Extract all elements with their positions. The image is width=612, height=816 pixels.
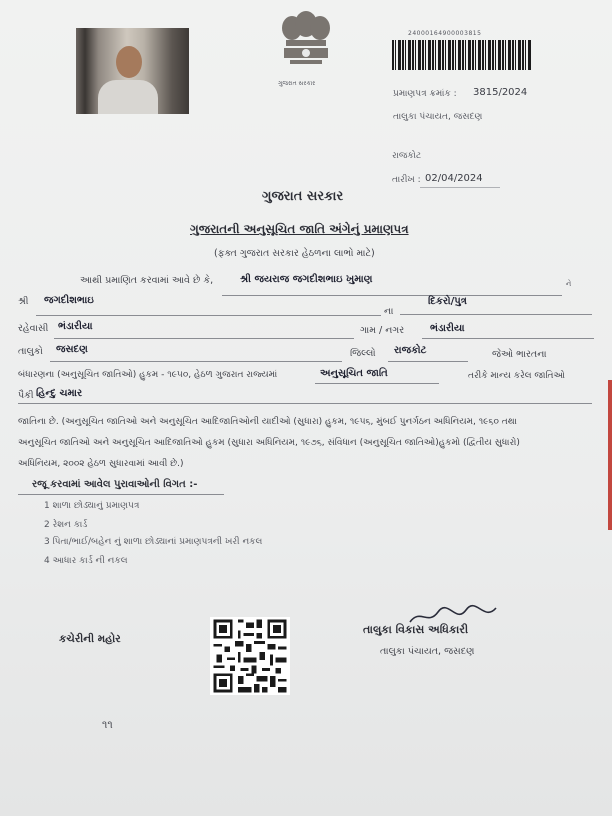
date-label: તારીખ : (392, 175, 421, 185)
certificate-no-label: પ્રમાણપત્ર ક્રમાંક : (393, 89, 457, 99)
certificate-subtitle: (ફક્ત ગુજરાત સરકાર હેઠળના લાભો માટે) (214, 248, 375, 259)
belongs-text: જેઓ ભારતના (492, 349, 547, 360)
resident-value: ભંડારીયા (58, 321, 93, 332)
resident-label: રહેવાસી (18, 323, 49, 334)
documents-heading: રજૂ કરવામાં આવેલ પુરાવાઓની વિગત :- (32, 479, 198, 490)
office-seal-label: કચેરીની મહોર (59, 633, 121, 645)
constitution-text: બંધારણના (અનુસૂચિત જાતિઓ) હુકમ - ૧૯૫૦, હેઠળ ગુજરાત રાજ્યમાં (18, 370, 278, 380)
village-label: ગામ / નગર (360, 325, 405, 336)
taluka-value: જસદણ (56, 344, 88, 355)
legal-paragraph-line-1: જાતિના છે. (અનુસૂચિત જાતિઓ અને અનુસૂચિત આદિજાતિઓની યાદીઓ (સુધારા) હુકમ, ૧૯૫૬, મુંબઈ પુનર્ગઠન અધિનિયમ, ૧૯૬૦ તથા (18, 417, 517, 427)
caste-prefix: પૈકી (18, 390, 34, 401)
government-title: ગુજરાત સરકાર (262, 189, 344, 204)
office-line: તાલુકા પંચાયત, જસદણ (393, 112, 483, 122)
applicant-photo (76, 28, 189, 114)
document-item-1: 1 શાળા છોડ્યાનું પ્રમાણપત્ર (44, 501, 140, 511)
photo-head (116, 46, 142, 78)
emblem-caption: ગુજરાત સરકાર (278, 80, 316, 87)
page-mark: ૧૧ (102, 718, 113, 731)
date-value: 02/04/2024 (425, 173, 483, 184)
person-name: શ્રી જયરાજ જગદીશભાઇ ખુમાણ (240, 274, 373, 285)
document-item-2: 2 રેશન કાર્ડ (44, 520, 88, 530)
caste-name: હિન્દુ ચમાર (36, 388, 83, 399)
legal-paragraph-line-2: અનુસૂચિત જાતિઓ અને અનુસૂચિત આદિજાતિઓ હુકમ (સુધારા અધિનિયમ, ૧૯૭૬, સંવિધાન (અનુસૂચિત જાતિઓ)હુકમો (દ્વિતીય સુધારો) (18, 438, 520, 448)
page-edge-mark (608, 380, 612, 530)
barcode (392, 40, 532, 70)
person-suffix: ને (566, 280, 572, 288)
certificate-no: 3815/2024 (473, 87, 528, 98)
certificate-title: ગુજરાતની અનુસૂચિત જાતિ અંગેનું પ્રમાણપત્ર (190, 222, 409, 236)
na-label: ના (384, 306, 394, 317)
village-value: ભંડારીયા (430, 323, 465, 334)
legal-paragraph-line-3: અધિનિયમ, ૨૦૦૨ હેઠળ સુધારવામાં આવી છે.) (18, 459, 184, 469)
relation: દિકરો/પુત્ર (428, 296, 467, 307)
district-line: રાજકોટ (392, 151, 422, 161)
father-prefix: શ્રી (18, 296, 29, 307)
officer-title: તાલુકા વિકાસ અધિકારી (363, 623, 469, 636)
recognized-text: તરીકે માન્ય કરેલ જાતિઓ (468, 371, 565, 381)
officer-office: તાલુકા પંચાયત, જસદણ (380, 646, 475, 657)
district-label: જિલ્લો (350, 348, 376, 359)
certify-text: આથી પ્રમાણિત કરવામાં આવે છે કે, (80, 275, 214, 286)
father-name: જગદીશભાઇ (44, 295, 94, 306)
taluka-label: તાલુકો (18, 346, 43, 357)
caste-category: અનુસૂચિત જાતિ (320, 368, 388, 379)
qr-code (210, 617, 290, 695)
document-item-4: 4 આધાર કાર્ડ ની નકલ (44, 556, 128, 566)
district-value: રાજકોટ (394, 345, 427, 356)
barcode-number: 24000164900003815 (408, 30, 482, 37)
photo-shirt (98, 80, 158, 114)
document-item-3: 3 પિતા/ભાઈ/બહેન નું શાળા છોડ્યાનાં પ્રમાણપત્રની ખરી નકલ (44, 537, 263, 547)
